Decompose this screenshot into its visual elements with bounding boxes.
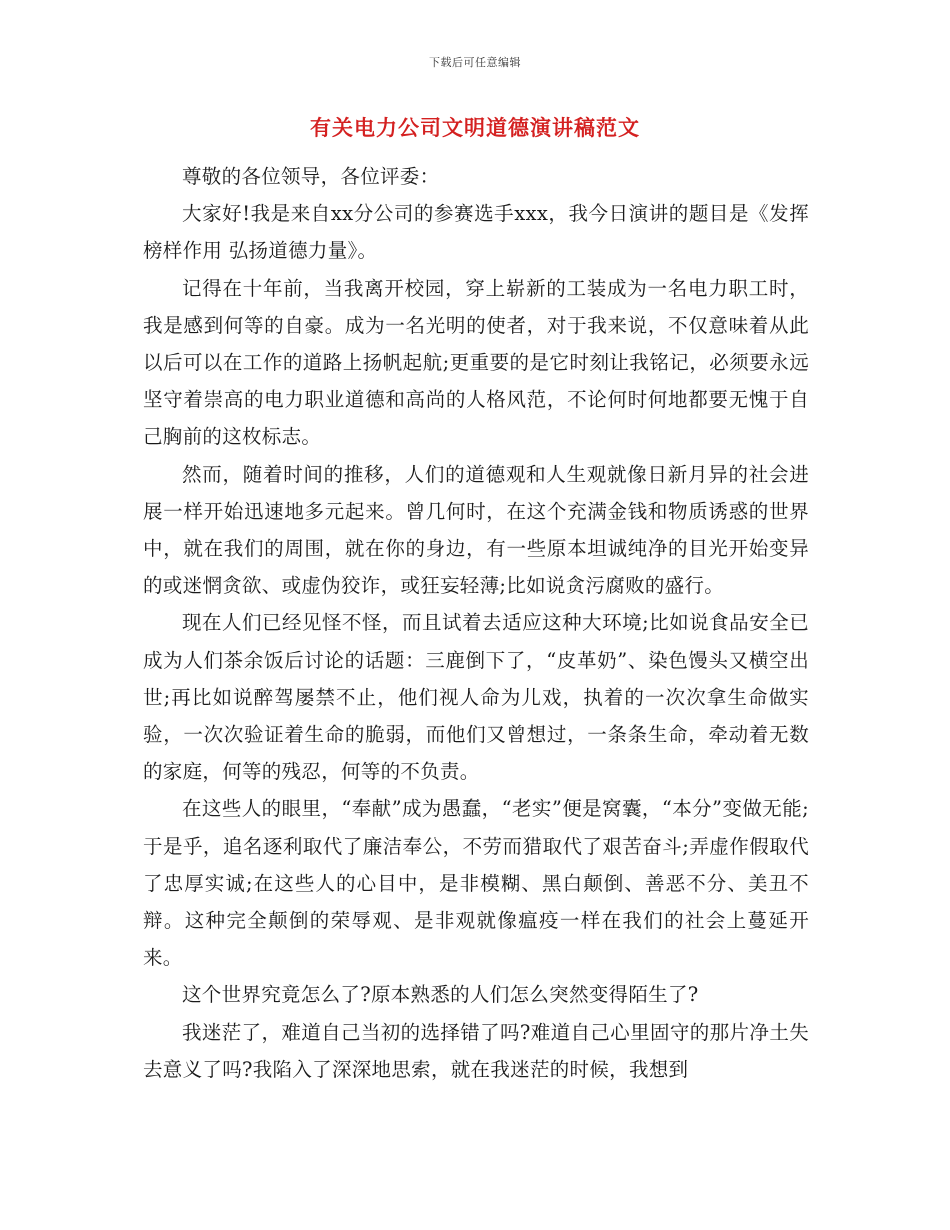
paragraph: 我迷茫了，难道自己当初的选择错了吗?难道自己心里固守的那片净土失去意义了吗?我陷入了深深地思索，就在我迷茫的时候，我想到 xyxy=(143,1020,809,1081)
page-header: 下载后可任意编辑 xyxy=(429,56,521,69)
paragraph-greeting: 大家好!我是来自xx分公司的参赛选手xxx，我今日演讲的题目是《发挥榜样作用 弘扬道德力量》。 xyxy=(143,202,809,263)
paragraph-salutation: 尊敬的各位领导，各位评委： xyxy=(182,165,440,188)
paragraph: 记得在十年前，当我离开校园，穿上崭新的工装成为一名电力职工时，我是感到何等的自豪。成为一名光明的使者，对于我来说，不仅意味着从此以后可以在工作的道路上扬帆起航;更重要的是它时刻让我铭记，必须要永远坚守着崇高的电力职业道德和高尚的人格风范，不论何时何地都要无愧于自己胸前的这枚标志。 xyxy=(143,276,809,449)
paragraph: 现在人们已经见怪不怪，而且试着去适应这种大环境;比如说食品安全已成为人们茶余饭后讨论的话题：三鹿倒下了，“皮革奶”、染色馒头又横空出世;再比如说醉驾屡禁不止，他们视人命为儿戏，执着的一次次拿生命做实验，一次次验证着生命的脆弱，而他们又曾想过，一条条生命，牵动着无数的家庭，何等的残忍，何等的不负责。 xyxy=(143,611,809,784)
document-body xyxy=(143,158,809,1088)
paragraph: 然而，随着时间的推移，人们的道德观和人生观就像日新月异的社会进展一样开始迅速地多元起来。曾几何时，在这个充满金钱和物质诱惑的世界中，就在我们的周围，就在你的身边，有一些原本坦诚纯净的目光开始变异的或迷惘贪欲、或虚伪狡诈，或狂妄轻薄;比如说贪污腐败的盛行。 xyxy=(143,462,809,598)
paragraph: 这个世界究竟怎么了?原本熟悉的人们怎么突然变得陌生了? xyxy=(182,983,699,1007)
document-title: 有关电力公司文明道德演讲稿范文 xyxy=(310,115,640,140)
paragraph: 在这些人的眼里，“奉献”成为愚蠢，“老实”便是窝囊，“本分”变做无能;于是乎，追名逐利取代了廉洁奉公，不劳而猎取代了艰苦奋斗;弄虚作假取代了忠厚实诚;在这些人的心目中，是非模糊、黑白颠倒、善恶不分、美丑不辩。这种完全颠倒的荣辱观、是非观就像瘟疫一样在我们的社会上蔓延开来。 xyxy=(143,797,809,970)
